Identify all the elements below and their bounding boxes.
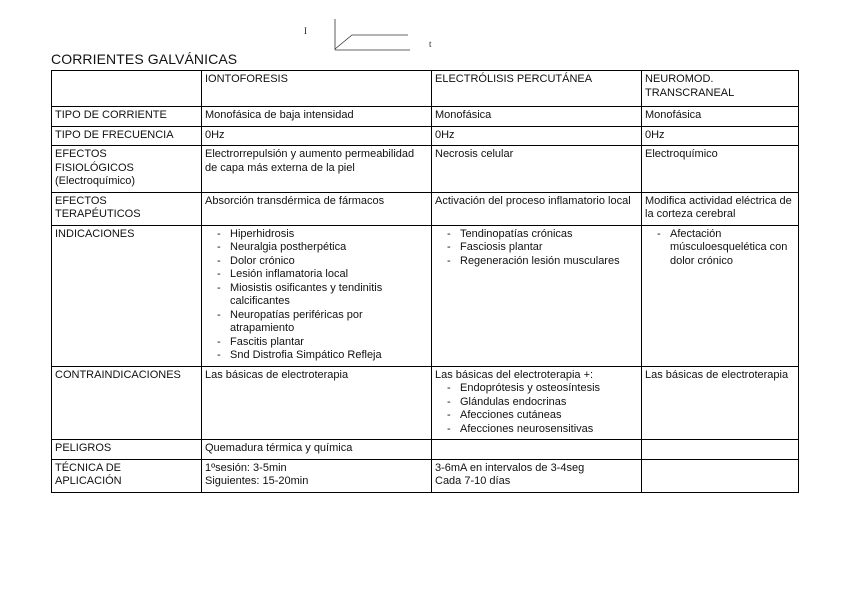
cell: Monofásica de baja intensidad (202, 107, 432, 127)
cell: Absorción transdérmica de fármacos (202, 192, 432, 225)
list-item: - Neuralgia postherpética (205, 241, 428, 255)
table-header-row (52, 71, 799, 107)
row-label: INDICACIONES (52, 225, 202, 366)
list-item: - Afectación músculoesquelética con dolor crónico (645, 228, 795, 269)
indications-list-neuro (645, 228, 795, 269)
cell (202, 225, 432, 366)
header-cell-empty (52, 71, 202, 107)
cell: Quemadura térmica y química (202, 440, 432, 460)
header-electrolisis: ELECTRÓLISIS PERCUTÁNEA (432, 71, 642, 107)
table-row (52, 192, 799, 225)
list-item: - Fasciosis plantar (435, 241, 638, 255)
table-row (52, 225, 799, 366)
cell-line: Cada 7-10 días (435, 475, 511, 487)
row-label: PELIGROS (52, 440, 202, 460)
cell (432, 440, 642, 460)
cell (432, 459, 642, 492)
list-item: - Afecciones cutáneas (435, 409, 638, 423)
row-label-line: (Electroquímico) (55, 175, 136, 187)
table-row (52, 107, 799, 127)
row-label (52, 459, 202, 492)
graph-y-label: I (304, 26, 307, 36)
row-label: CONTRAINDICACIONES (52, 366, 202, 440)
list-item: - Tendinopatías crónicas (435, 228, 638, 242)
list-item: - Endoprótesis y osteosíntesis (435, 382, 638, 396)
list-item: - Afecciones neurosensitivas (435, 423, 638, 437)
cell (432, 225, 642, 366)
cell: Monofásica (432, 107, 642, 127)
table-row (52, 440, 799, 460)
cell-line: 1ºsesión: 3-5min (205, 461, 287, 474)
table-row (52, 366, 799, 440)
row-label-line: TERAPÉUTICOS (55, 208, 141, 220)
cell: Necrosis celular (432, 146, 642, 193)
row-label-line: EFECTOS (55, 148, 107, 160)
cell (642, 459, 799, 492)
cell (202, 459, 432, 492)
list-item: - Fascitis plantar (205, 336, 428, 350)
table-row (52, 146, 799, 193)
cell: 0Hz (202, 126, 432, 146)
cell: 0Hz (642, 126, 799, 146)
contraindications-list-electro (435, 382, 638, 436)
galvanic-currents-table (51, 70, 799, 493)
graph-x-label: t (429, 39, 432, 49)
cell: 0Hz (432, 126, 642, 146)
cell: Las básicas de electroterapia (642, 366, 799, 440)
cell-line: Siguientes: 15-20min (205, 475, 309, 487)
list-item: - Snd Distrofia Simpático Refleja (205, 349, 428, 363)
cell: Activación del proceso inflamatorio local (432, 192, 642, 225)
cell-line: 3-6mA en intervalos de 3-4seg (435, 461, 585, 474)
cell: Electroquímico (642, 146, 799, 193)
table-row (52, 459, 799, 492)
cell: Modifica actividad eléctrica de la corteza cerebral (642, 192, 799, 225)
header-iontoforesis: IONTOFORESIS (202, 71, 432, 107)
contraindications-intro: Las básicas del electroterapia +: (435, 368, 594, 381)
page-title: CORRIENTES GALVÁNICAS (51, 51, 238, 67)
table-row (52, 126, 799, 146)
row-label: TIPO DE CORRIENTE (52, 107, 202, 127)
header-neuromod: NEUROMOD. TRANSCRANEAL (642, 71, 799, 107)
list-item: - Miosistis osificantes y tendinitis calcificantes (205, 282, 428, 309)
row-label-line: FISIOLÓGICOS (55, 161, 134, 174)
graph-axes-icon (300, 18, 440, 54)
cell: Las básicas de electroterapia (202, 366, 432, 440)
cell (642, 440, 799, 460)
indications-list-electro (435, 228, 638, 269)
row-label-line: TÉCNICA DE (55, 461, 122, 474)
row-label: TIPO DE FRECUENCIA (52, 126, 202, 146)
list-item: - Hiperhidrosis (205, 228, 428, 242)
current-time-graph (300, 18, 440, 54)
list-item: - Neuropatías periféricas por atrapamiento (205, 309, 428, 336)
list-item: - Dolor crónico (205, 255, 428, 269)
cell (432, 366, 642, 440)
cell: Electrorrepulsión y aumento permeabilidad de capa más externa de la piel (202, 146, 432, 193)
row-label (52, 146, 202, 193)
list-item: - Glándulas endocrinas (435, 396, 638, 410)
cell: Monofásica (642, 107, 799, 127)
row-label (52, 192, 202, 225)
indications-list-ionto (205, 228, 428, 363)
list-item: - Lesión inflamatoria local (205, 268, 428, 282)
row-label-line: EFECTOS (55, 194, 107, 207)
list-item: - Regeneración lesión musculares (435, 255, 638, 269)
row-label-line: APLICACIÓN (55, 475, 122, 487)
cell (642, 225, 799, 366)
